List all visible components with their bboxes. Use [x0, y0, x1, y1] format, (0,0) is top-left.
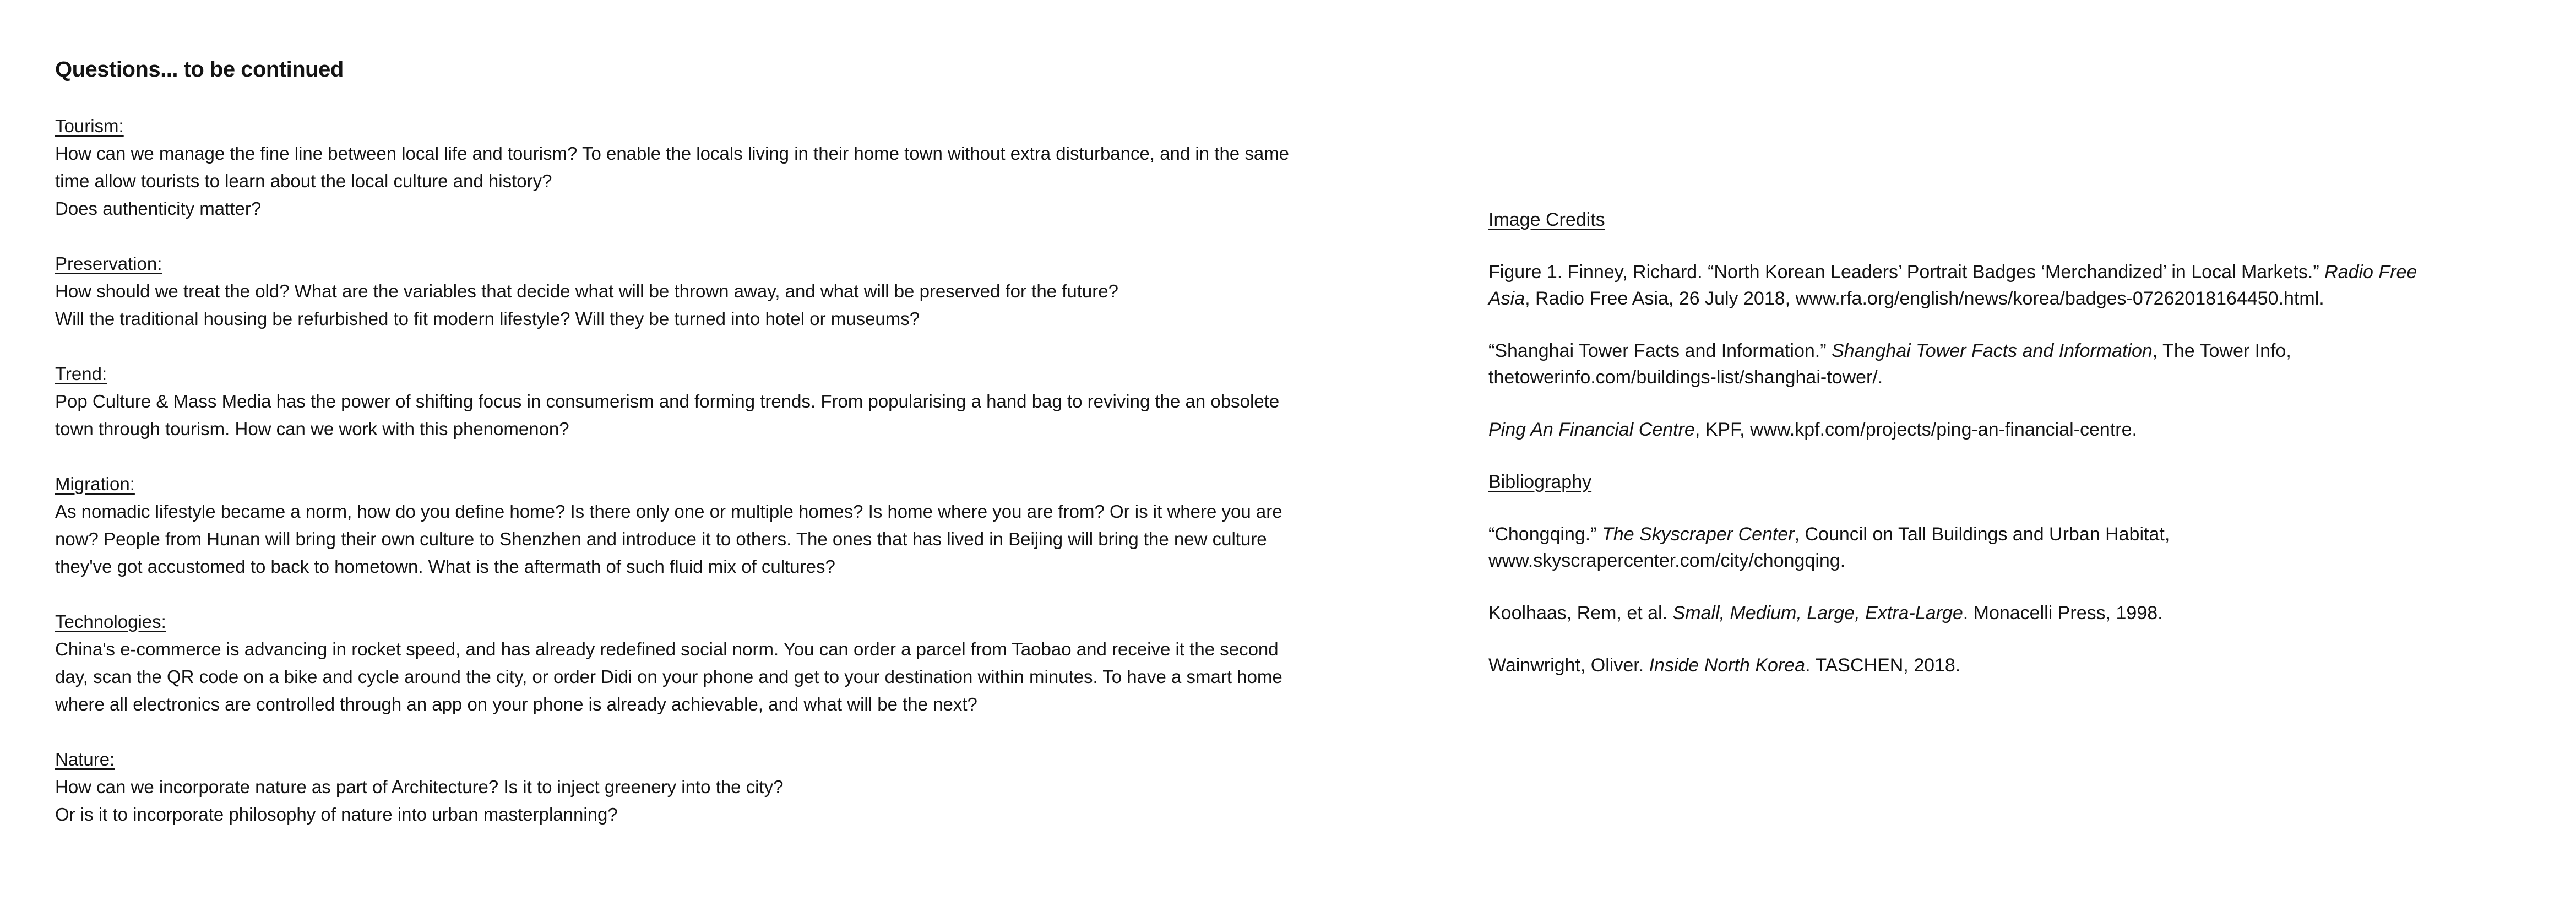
section-heading: Tourism:	[55, 116, 124, 136]
citation	[1488, 259, 2447, 312]
bibliography-heading: Bibliography	[1488, 471, 1592, 492]
section-heading: Nature:	[55, 749, 115, 769]
section-body	[55, 388, 1316, 443]
paragraph: Pop Culture & Mass Media has the power of shifting focus in consumerism and forming trends. From popularising a hand bag to reviving the an obsolete town through tourism. How can we work with this phenomenon?	[55, 391, 1280, 439]
section-heading: Preservation:	[55, 253, 162, 274]
citation-title: Inside North Korea	[1649, 655, 1806, 676]
section-body	[55, 636, 1316, 718]
citation	[1488, 600, 2447, 626]
section-heading: Technologies:	[55, 611, 166, 632]
section-migration	[55, 470, 1316, 581]
citation-text: , Council on Tall Buildings and Urban Habitat, www.skyscrapercenter.com/city/chongqing.	[1488, 524, 2170, 571]
citation-text: “Shanghai Tower Facts and Information.”	[1488, 340, 1832, 361]
section-technologies	[55, 608, 1316, 718]
citation-title: Radio Free Asia	[1488, 262, 2417, 309]
paragraph: How should we treat the old? What are the variables that decide what will be thrown away, and what will be preserved for the future?	[55, 281, 1118, 301]
citation-title: Small, Medium, Large, Extra-Large	[1672, 603, 1963, 623]
paragraph: Does authenticity matter?	[55, 198, 262, 219]
paragraph: As nomadic lifestyle became a norm, how do you define home? Is there only one or multiple homes? Is home where you are from? Or is it where you are now? People from Hunan will bring their own culture to Shenzhen and introduce it to others. The ones that has lived in Beijing will bring the new culture they've got accustomed to back to hometown. What is the aftermath of such fluid mix of cultures?	[55, 501, 1282, 577]
citation-text: , The Tower Info, thetowerinfo.com/buildings-list/shanghai-tower/.	[1488, 340, 2291, 388]
page-title: Questions... to be continued	[55, 57, 344, 82]
paragraph: China's e-commerce is advancing in rocket speed, and has already redefined social norm. You can order a parcel from Taobao and receive it the second day, scan the QR code on a bike and cycle around the city, or order Didi on your phone and get to your destination within minutes. To have a smart home where all electronics are controlled through an app on your phone is already achievable, and what will be the next?	[55, 639, 1282, 714]
citation-text: . Monacelli Press, 1998.	[1963, 603, 2163, 623]
section-body	[55, 773, 1316, 828]
paragraph: Will the traditional housing be refurbished to fit modern lifestyle? Will they be turned into hotel or museums?	[55, 308, 920, 329]
section-body	[55, 140, 1316, 223]
section-body	[55, 498, 1316, 581]
section-tourism	[55, 112, 1316, 223]
citation-title: Shanghai Tower Facts and Information	[1832, 340, 2153, 361]
paragraph: How can we manage the fine line between local life and tourism? To enable the locals living in their home town without extra disturbance, and in the same time allow tourists to learn about the local culture and history?	[55, 143, 1290, 191]
image-credits-heading: Image Credits	[1488, 209, 1605, 230]
section-trend	[55, 360, 1316, 443]
section-nature	[55, 746, 1316, 828]
citation	[1488, 416, 2447, 443]
section-heading: Trend:	[55, 364, 107, 384]
citation-text: Koolhaas, Rem, et al.	[1488, 603, 1673, 623]
citation-text: , Radio Free Asia, 26 July 2018, www.rfa.org/english/news/korea/badges-07262018164450.html.	[1525, 288, 2324, 309]
citation-text: Wainwright, Oliver.	[1488, 655, 1649, 676]
citation-text: Figure 1. Finney, Richard. “North Korean Leaders’ Portrait Badges ‘Merchandized’ in Local Markets.”	[1488, 262, 2325, 283]
paragraph: Or is it to incorporate philosophy of nature into urban masterplanning?	[55, 804, 618, 825]
citation-text: “Chongqing.”	[1488, 524, 1602, 545]
citation-title: Ping An Financial Centre	[1488, 419, 1695, 440]
citation-text: , KPF, www.kpf.com/projects/ping-an-financial-centre.	[1694, 419, 2137, 440]
references-column	[1488, 207, 2447, 704]
section-body	[55, 278, 1316, 333]
section-preservation	[55, 250, 1316, 333]
citation	[1488, 521, 2447, 574]
questions-column	[55, 54, 1316, 856]
citation	[1488, 652, 2447, 679]
citation-text: . TASCHEN, 2018.	[1805, 655, 1961, 676]
citation-title: The Skyscraper Center	[1602, 524, 1795, 545]
paragraph: How can we incorporate nature as part of Architecture? Is it to inject greenery into the city?	[55, 777, 784, 797]
section-heading: Migration:	[55, 474, 135, 494]
citation	[1488, 338, 2447, 391]
